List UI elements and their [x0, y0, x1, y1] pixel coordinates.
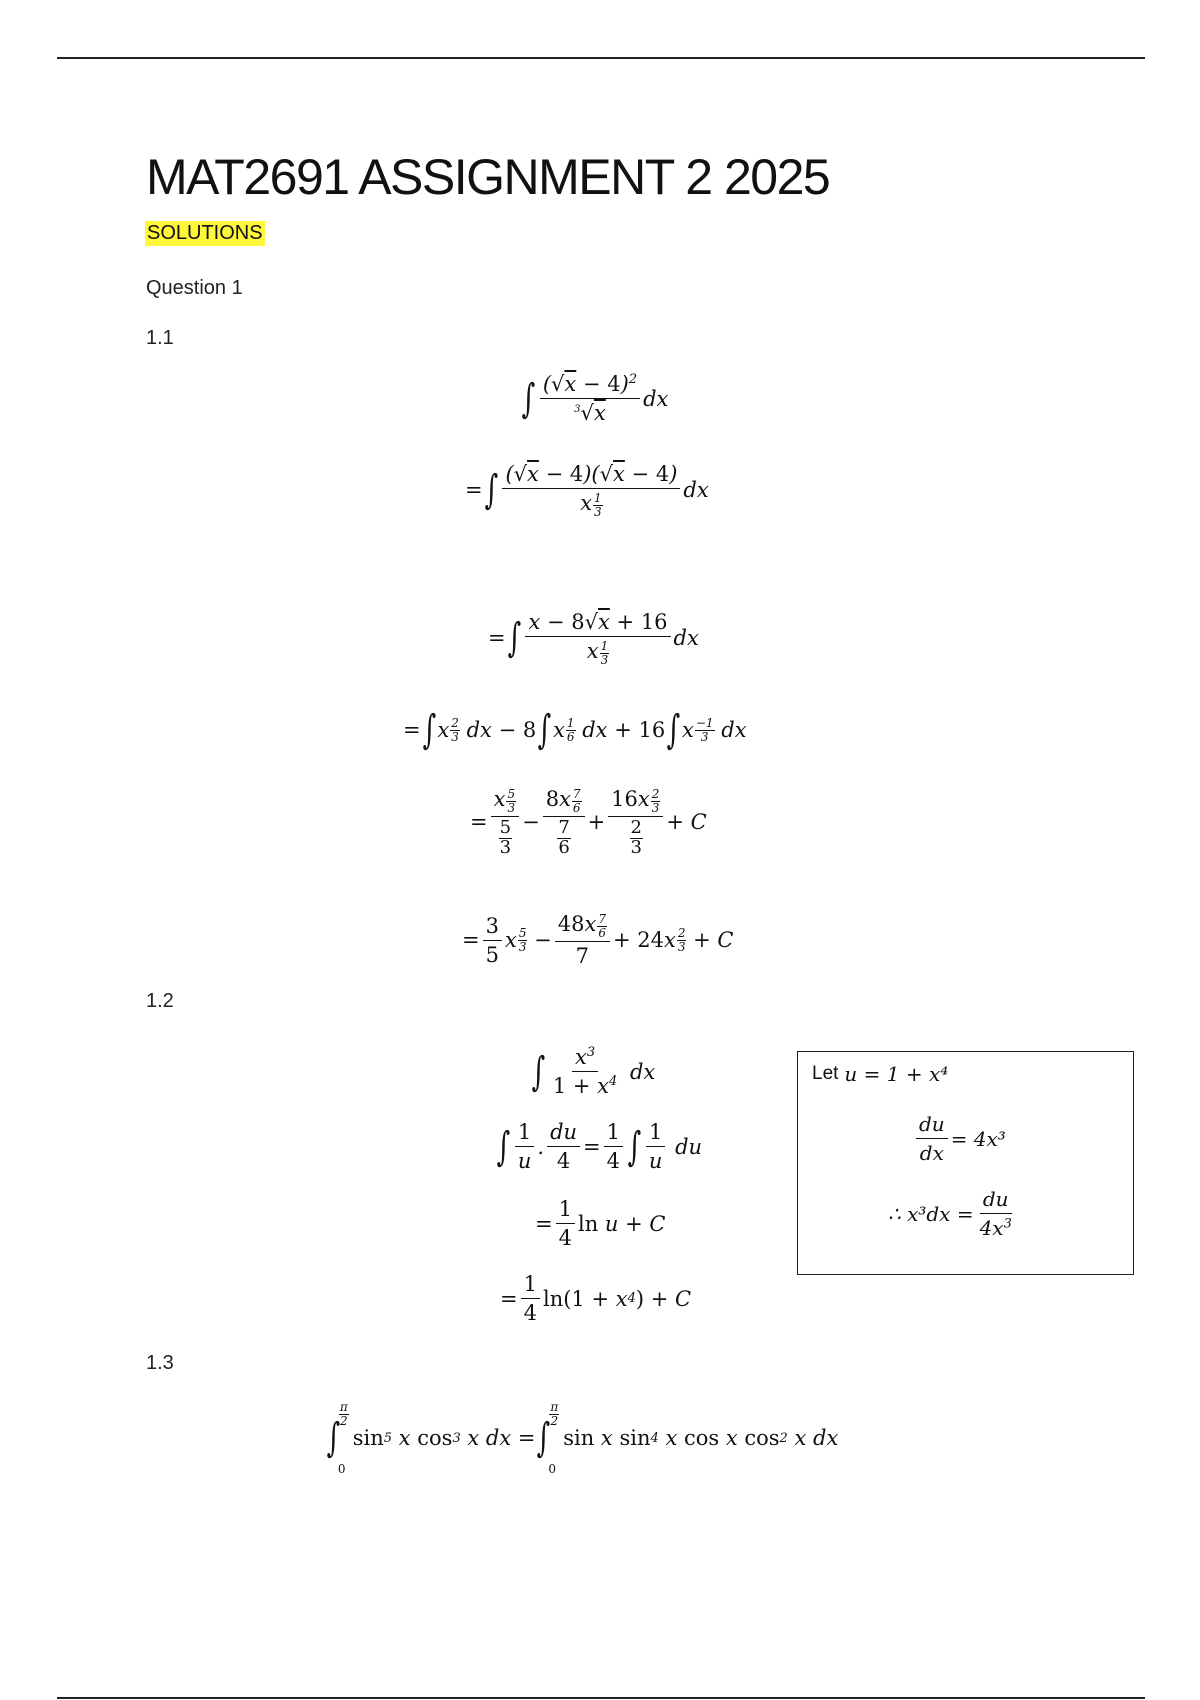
equation-1-2-d: = $\frac{1}{4}$ ln(1 + x 4 ) + C — [500, 1272, 692, 1325]
equation-1-1-b: = ∫ (√x − 4)(√x − 4) x $\frac{1}{3}$ dx — [465, 462, 709, 519]
substitution-box — [797, 1051, 1134, 1275]
section-label-1-1: 1.1 — [146, 327, 174, 349]
let-expression: u = 1 + x⁴ — [844, 1062, 949, 1086]
equation-1-1-a: ∫ $\frac{(√x - 4)^2}{^3√x}$ dx — [521, 372, 669, 425]
equation-1-1-c: = ∫ x − 8√x + 16 x $\frac{1}{3}$ dx — [488, 610, 699, 667]
equation-1-1-f: = $\frac{3}{5}$ x 5 3 − 48x $\frac{7}{6}$ 7 + 24 x 2 3 + C — [462, 912, 734, 969]
section-label-1-2: 1.2 — [146, 990, 174, 1012]
bottom-rule — [57, 1697, 1145, 1699]
equation-1-1-e: = x $\frac{5}{3}$ $\frac{5}{3}$ − 8x $\frac{7}{6}$ $\frac{7}{6}$ + 16x $\frac{2}{3}$ $\frac{2}{3}$ + C — [470, 787, 707, 859]
equation-1-2-b: ∫ $\frac{1}{u}$ . $\frac{du}{4}$ = $\frac{1}{4}$ ∫ $\frac{1}{u}$ du — [496, 1120, 703, 1173]
therefore-expr: ∴ x³dx = — [888, 1201, 974, 1226]
equation-1-2-c: = $\frac{1}{4}$ ln u + C — [535, 1197, 666, 1250]
equation-1-1-d: = ∫ x 2 3 dx − 8 ∫ x 1 6 dx + 16 ∫ x −1 3 dx — [403, 707, 747, 753]
question-label: Question 1 — [146, 277, 243, 299]
page-title: MAT2691 ASSIGNMENT 2 2025 — [146, 149, 830, 205]
equation-1-3: ∫ $\frac{\pi}{2}$ 0 sin 5 x cos 3 x dx = ∫ $\frac{\pi}{2}$ 0 sin x sin 4 x cos x cos 2 x dx — [326, 1400, 839, 1476]
equation-1-2-a: ∫ $\frac{x^3}{1 + x^4}$ dx — [531, 1045, 656, 1098]
let-label: Let — [812, 1063, 839, 1084]
let-line — [812, 1062, 948, 1086]
derivative-value: = 4x³ — [950, 1126, 1006, 1151]
therefore-line: ∴ x³dx = $\frac{du}{4x^3}$ — [888, 1187, 1012, 1240]
top-rule — [57, 57, 1145, 59]
derivative-line: $\frac{du}{dx}$ = 4x³ — [913, 1112, 1006, 1165]
section-label-1-3: 1.3 — [146, 1352, 174, 1374]
solutions-highlight: SOLUTIONS — [147, 222, 263, 244]
